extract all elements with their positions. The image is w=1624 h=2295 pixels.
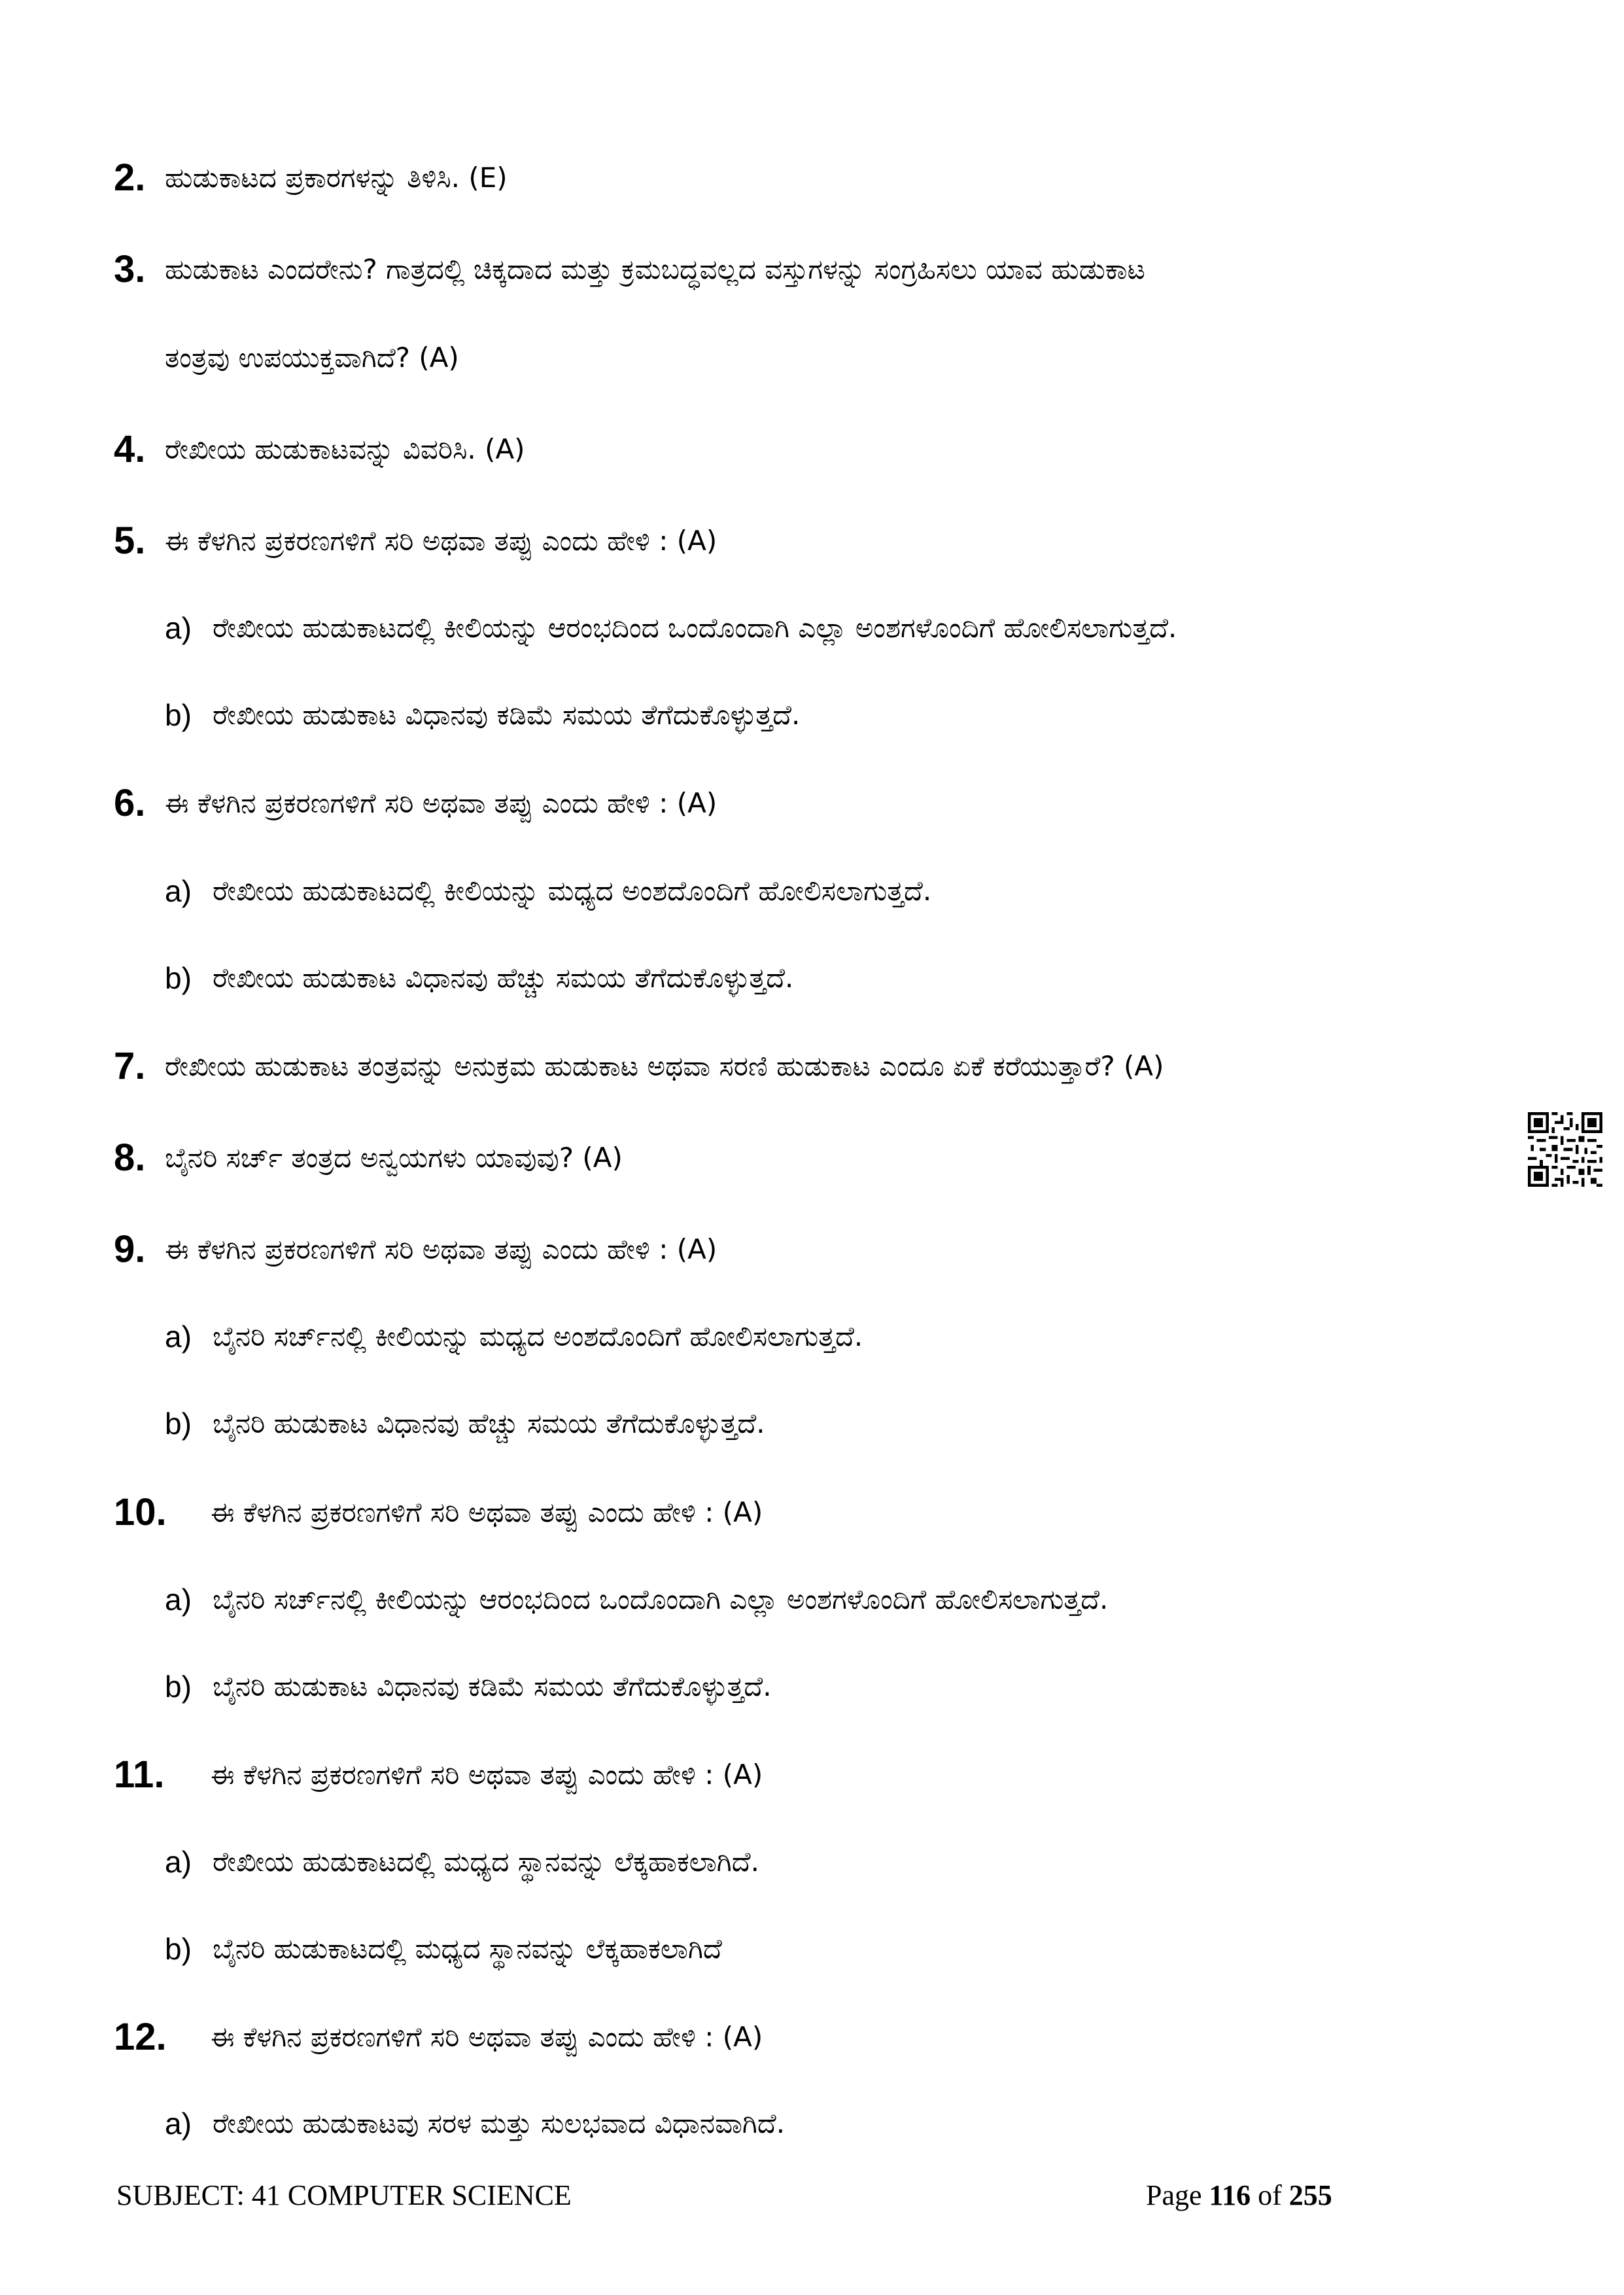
option-text: ಬೈನರಿ ಹುಡುಕಾಟದಲ್ಲಿ ಮಧ್ಯದ ಸ್ಥಾನವನ್ನು ಲೆಕ್ಕಹಾಕಲಾಗಿದೆ [213, 1933, 722, 1965]
question-text: ಹುಡುಕಾಟದ ಪ್ರಕಾರಗಳನ್ನು ತಿಳಿಸಿ. (E) [165, 162, 508, 194]
qr-code-icon [1528, 1112, 1602, 1187]
question-11-option-b [0, 1916, 1624, 1982]
question-5 [0, 508, 1624, 574]
option-letter: a) [165, 2107, 192, 2141]
question-10-option-a [0, 1567, 1624, 1632]
question-10-option-b [0, 1654, 1624, 1719]
option-letter: b) [165, 961, 192, 995]
question-text: ಈ ಕೆಳಗಿನ ಪ್ರಕರಣಗಳಿಗೆ ಸರಿ ಅಥವಾ ತಪ್ಪು ಎಂದು ಹೇಳಿ : (A) [165, 1233, 717, 1265]
option-text: ರೇಖೀಯ ಹುಡುಕಾಟವು ಸರಳ ಮತ್ತು ಸುಲಭವಾದ ವಿಧಾನವಾಗಿದೆ. [213, 2107, 786, 2139]
question-9-option-a [0, 1304, 1624, 1369]
option-letter: a) [165, 1583, 192, 1617]
question-6-option-b [0, 945, 1624, 1011]
question-2 [0, 145, 1624, 211]
option-letter: a) [165, 611, 192, 645]
option-text: ರೇಖೀಯ ಹುಡುಕಾಟ ವಿಧಾನವು ಹೆಚ್ಚು ಸಮಯ ತೆಗೆದುಕೊಳ್ಳುತ್ತದೆ. [213, 962, 794, 994]
page-current: 116 [1209, 2179, 1251, 2211]
option-text: ರೇಖೀಯ ಹುಡುಕಾಟ ವಿಧಾನವು ಕಡಿಮೆ ಸಮಯ ತೆಗೆದುಕೊಳ್ಳುತ್ತದೆ. [213, 699, 801, 731]
page-of: of [1251, 2179, 1289, 2211]
question-11 [0, 1742, 1624, 1808]
option-letter: a) [165, 1320, 192, 1354]
question-6 [0, 771, 1624, 836]
question-text: ಈ ಕೆಳಗಿನ ಪ್ರಕರಣಗಳಿಗೆ ಸರಿ ಅಥವಾ ತಪ್ಪು ಎಂದು ಹೇಳಿ : (A) [165, 525, 717, 557]
question-number: 4. [114, 428, 146, 470]
question-6-option-a [0, 858, 1624, 924]
question-text: ರೇಖೀಯ ಹುಡುಕಾಟವನ್ನು ವಿವರಿಸಿ. (A) [165, 433, 525, 465]
question-5-option-b [0, 682, 1624, 748]
option-letter: a) [165, 874, 192, 908]
option-letter: b) [165, 1932, 192, 1966]
question-9 [0, 1217, 1624, 1282]
question-number: 2. [114, 156, 146, 199]
option-text: ಬೈನರಿ ಹುಡುಕಾಟ ವಿಧಾನವು ಕಡಿಮೆ ಸಮಯ ತೆಗೆದುಕೊಳ್ಳುತ್ತದೆ. [213, 1670, 772, 1702]
question-number: 11. [114, 1753, 165, 1796]
question-text: ಈ ಕೆಳಗಿನ ಪ್ರಕರಣಗಳಿಗೆ ಸರಿ ಅಥವಾ ತಪ್ಪು ಎಂದು ಹೇಳಿ : (A) [211, 1496, 763, 1528]
option-text: ರೇಖೀಯ ಹುಡುಕಾಟದಲ್ಲಿ ಕೀಲಿಯನ್ನು ಆರಂಭದಿಂದ ಒಂದೊಂದಾಗಿ ಎಲ್ಲಾ ಅಂಶಗಳೊಂದಿಗೆ ಹೋಲಿಸಲಾಗುತ್ತದೆ. [213, 612, 1177, 644]
option-text: ಬೈನರಿ ಸರ್ಚ್‌ನಲ್ಲಿ ಕೀಲಿಯನ್ನು ಮಧ್ಯದ ಅಂಶದೊಂದಿಗೆ ಹೋಲಿಸಲಾಗುತ್ತದೆ. [213, 1320, 863, 1352]
question-12 [0, 2005, 1624, 2070]
question-5-option-a [0, 595, 1624, 661]
option-letter: b) [165, 1407, 192, 1441]
page-total: 255 [1288, 2179, 1332, 2211]
option-text: ರೇಖೀಯ ಹುಡುಕಾಟದಲ್ಲಿ ಕೀಲಿಯನ್ನು ಮಧ್ಯದ ಅಂಶದೊಂದಿಗೆ ಹೋಲಿಸಲಾಗುತ್ತದೆ. [213, 875, 932, 907]
question-text: ರೇಖೀಯ ಹುಡುಕಾಟ ತಂತ್ರವನ್ನು ಅನುಕ್ರಮ ಹುಡುಕಾಟ ಅಥವಾ ಸರಣಿ ಹುಡುಕಾಟ ಎಂದೂ ಏಕೆ ಕರೆಯುತ್ತಾರೆ? (A) [165, 1050, 1164, 1082]
footer-page-number [1146, 2176, 1332, 2215]
question-3 [0, 237, 1624, 302]
question-number: 12. [114, 2016, 167, 2058]
question-number: 6. [114, 782, 146, 824]
question-text: ಈ ಕೆಳಗಿನ ಪ್ರಕರಣಗಳಿಗೆ ಸರಿ ಅಥವಾ ತಪ್ಪು ಎಂದು ಹೇಳಿ : (A) [211, 2021, 763, 2053]
question-number: 8. [114, 1136, 146, 1179]
question-4 [0, 417, 1624, 482]
question-text: ಈ ಕೆಳಗಿನ ಪ್ರಕರಣಗಳಿಗೆ ಸರಿ ಅಥವಾ ತಪ್ಪು ಎಂದು ಹೇಳಿ : (A) [211, 1759, 763, 1791]
question-text: ಬೈನರಿ ಸರ್ಚ್ ತಂತ್ರದ ಅನ್ವಯಗಳು ಯಾವುವು? (A) [165, 1142, 623, 1174]
question-number: 5. [114, 519, 146, 562]
option-text: ರೇಖೀಯ ಹುಡುಕಾಟದಲ್ಲಿ ಮಧ್ಯದ ಸ್ಥಾನವನ್ನು ಲೆಕ್ಕಹಾಕಲಾಗಿದೆ. [213, 1846, 759, 1878]
question-7 [0, 1034, 1624, 1099]
question-text-continued: ತಂತ್ರವು ಉಪಯುಕ್ತವಾಗಿದೆ? (A) [165, 342, 459, 374]
question-number: 10. [114, 1491, 167, 1533]
option-text: ಬೈನರಿ ಹುಡುಕಾಟ ವಿಧಾನವು ಹೆಚ್ಚು ಸಮಯ ತೆಗೆದುಕೊಳ್ಳುತ್ತದೆ. [213, 1407, 765, 1439]
option-letter: a) [165, 1845, 192, 1879]
page-prefix: Page [1146, 2179, 1209, 2211]
question-11-option-a [0, 1829, 1624, 1895]
option-text: ಬೈನರಿ ಸರ್ಚ್‌ನಲ್ಲಿ ಕೀಲಿಯನ್ನು ಆರಂಭದಿಂದ ಒಂದೊಂದಾಗಿ ಎಲ್ಲಾ ಅಂಶಗಳೊಂದಿಗೆ ಹೋಲಿಸಲಾಗುತ್ತದೆ. [213, 1583, 1109, 1615]
question-8 [0, 1125, 1624, 1191]
question-10 [0, 1480, 1624, 1545]
question-12-option-a [0, 2091, 1624, 2156]
question-3-continuation [0, 325, 1624, 391]
option-letter: b) [165, 1670, 192, 1704]
question-number: 7. [114, 1045, 146, 1087]
question-text: ಈ ಕೆಳಗಿನ ಪ್ರಕರಣಗಳಿಗೆ ಸರಿ ಅಥವಾ ತಪ್ಪು ಎಂದು ಹೇಳಿ : (A) [165, 787, 717, 819]
question-9-option-b [0, 1391, 1624, 1456]
question-text: ಹುಡುಕಾಟ ಎಂದರೇನು? ಗಾತ್ರದಲ್ಲಿ ಚಿಕ್ಕದಾದ ಮತ್ತು ಕ್ರಮಬದ್ಧವಲ್ಲದ ವಸ್ತುಗಳನ್ನು ಸಂಗ್ರಹಿಸಲು ಯಾವ ಹುಡುಕಾಟ [165, 253, 1145, 285]
footer-subject: SUBJECT: 41 COMPUTER SCIENCE [116, 2179, 572, 2211]
option-letter: b) [165, 698, 192, 732]
question-number: 9. [114, 1228, 146, 1270]
question-number: 3. [114, 248, 146, 290]
